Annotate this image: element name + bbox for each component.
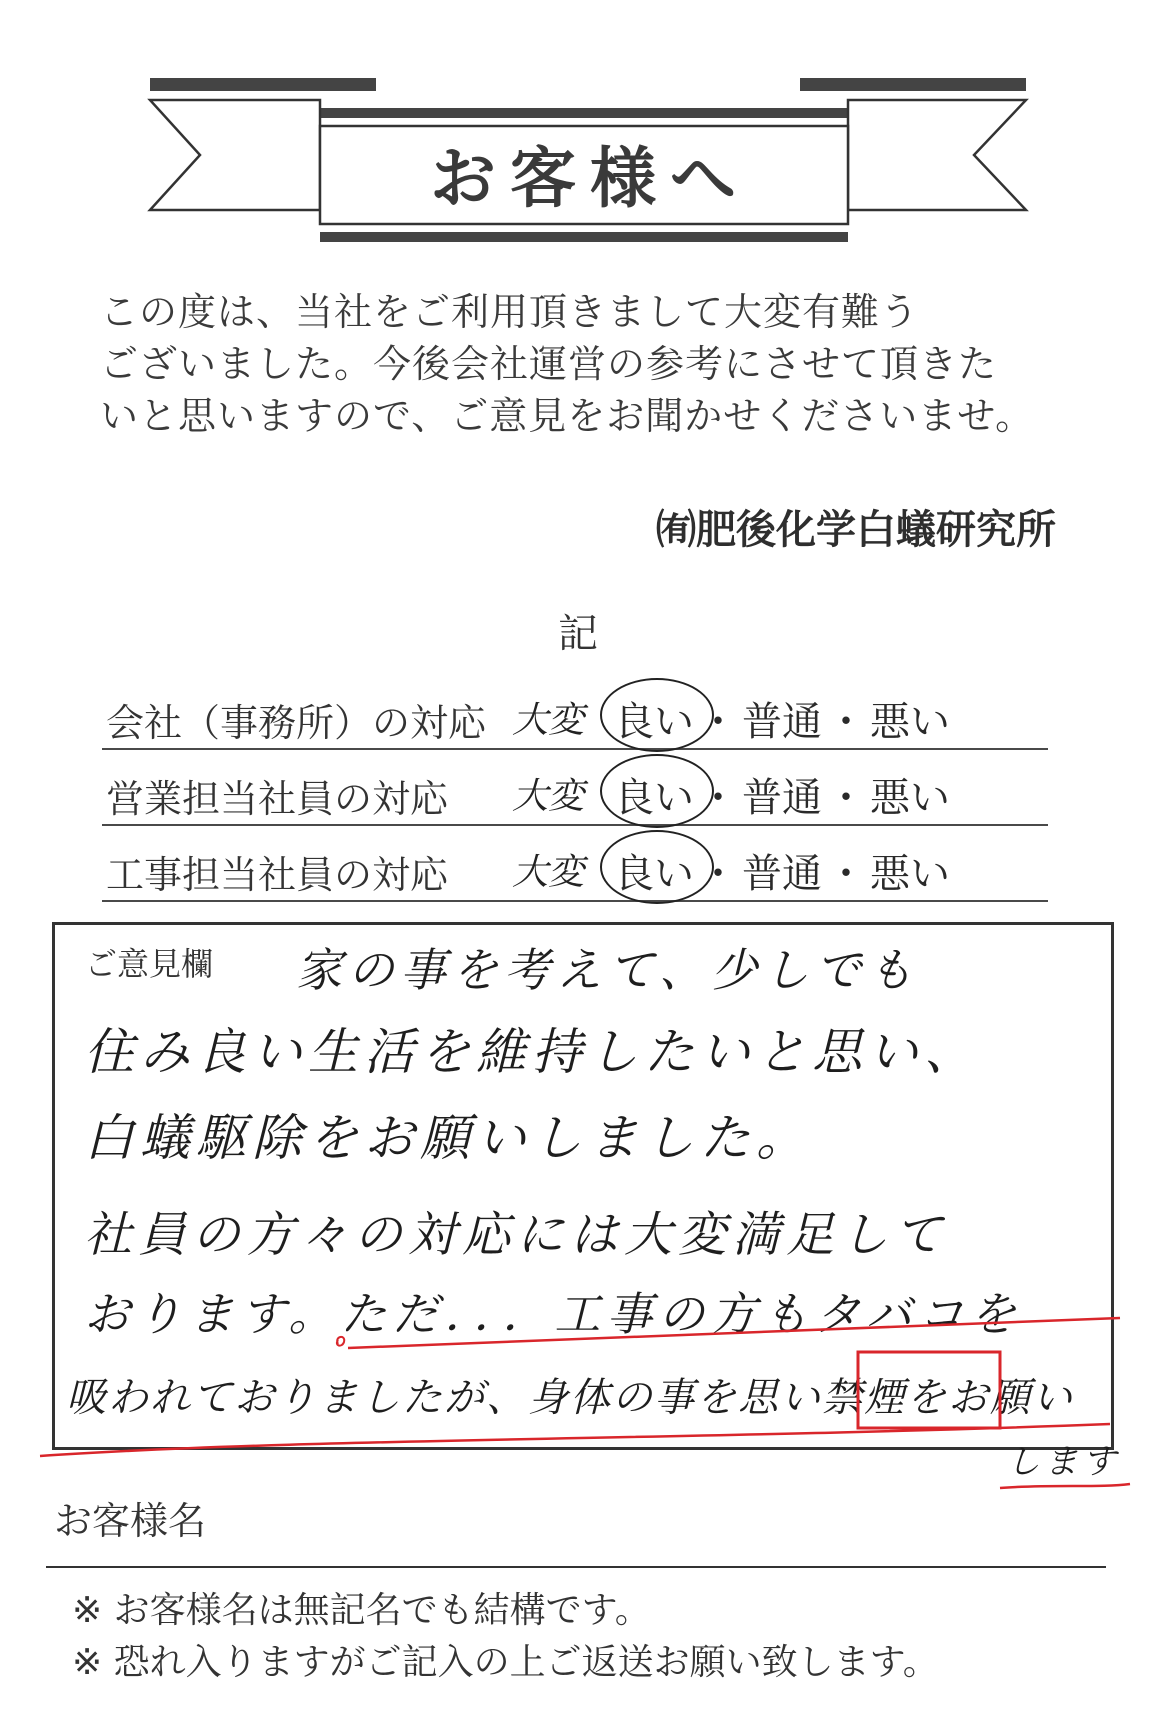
option-good[interactable]: 良い — [614, 699, 694, 745]
option-good[interactable]: 良い — [614, 851, 694, 897]
company-name: ㈲肥後化学白蟻研究所 — [656, 507, 1056, 553]
option-bad[interactable]: 悪い — [870, 775, 950, 821]
option-normal[interactable]: 普通 — [742, 699, 822, 745]
separator: ・ — [826, 699, 866, 745]
handwritten-note: 大変 — [512, 700, 585, 741]
rating-options — [614, 842, 954, 899]
customer-name-field[interactable] — [46, 1566, 1106, 1568]
note-line: ※ 恐れ入りますがご記入の上ご返送お願い致します。 — [72, 1642, 939, 1683]
handwritten-note: 大変 — [512, 852, 585, 893]
customer-name-label: お客様名 — [54, 1499, 207, 1543]
section-heading: 記 — [558, 611, 598, 657]
rating-label: 会社（事務所）の対応 — [106, 701, 487, 745]
note-line: ※ お客様名は無記名でも結構です。 — [72, 1590, 651, 1631]
handwritten-line: 白蟻駆除をお願いしました。 — [84, 1109, 812, 1167]
rating-options — [614, 766, 954, 823]
handwritten-line: 社員の方々の対応には大変満足して — [84, 1207, 949, 1263]
option-bad[interactable]: 悪い — [870, 699, 950, 745]
intro-line: いと思いますので、ご意見をお聞かせくださいませ。 — [100, 394, 1035, 438]
handwritten-line: おります。ただ．．．工事の方もタバコを — [84, 1287, 1022, 1341]
option-good[interactable]: 良い — [614, 775, 694, 821]
handwritten-line: 家の事を考えて、少しでも — [296, 943, 920, 997]
rating-label: 工事担当社員の対応 — [106, 853, 449, 897]
separator: ・ — [698, 699, 738, 745]
handwritten-line: します — [1006, 1442, 1120, 1482]
separator: ・ — [698, 851, 738, 897]
separator: ・ — [826, 851, 866, 897]
rating-row-company — [102, 674, 1048, 750]
option-normal[interactable]: 普通 — [742, 851, 822, 897]
handwritten-line: 住み良い生活を維持したいと思い、 — [84, 1023, 980, 1081]
handwritten-line: 吸われておりましたが、身体の事を思い禁煙をお願い — [66, 1375, 1074, 1421]
intro-line: この度は、当社をご利用頂きまして大変有難う — [100, 290, 920, 334]
separator: ・ — [698, 775, 738, 821]
intro-line: ございました。今後会社運営の参考にさせて頂きた — [100, 342, 998, 386]
rating-row-construction — [102, 826, 1048, 902]
option-normal[interactable]: 普通 — [742, 775, 822, 821]
handwritten-note: 大変 — [512, 776, 585, 817]
opinion-label: ご意見欄 — [85, 945, 214, 983]
rating-label: 営業担当社員の対応 — [106, 777, 449, 821]
rating-row-sales — [102, 750, 1048, 826]
title-ribbon-banner — [0, 0, 1168, 260]
rating-options — [614, 690, 954, 747]
separator: ・ — [826, 775, 866, 821]
page-title: お客様へ — [430, 139, 750, 217]
option-bad[interactable]: 悪い — [870, 851, 950, 897]
intro-paragraph — [100, 286, 1080, 442]
